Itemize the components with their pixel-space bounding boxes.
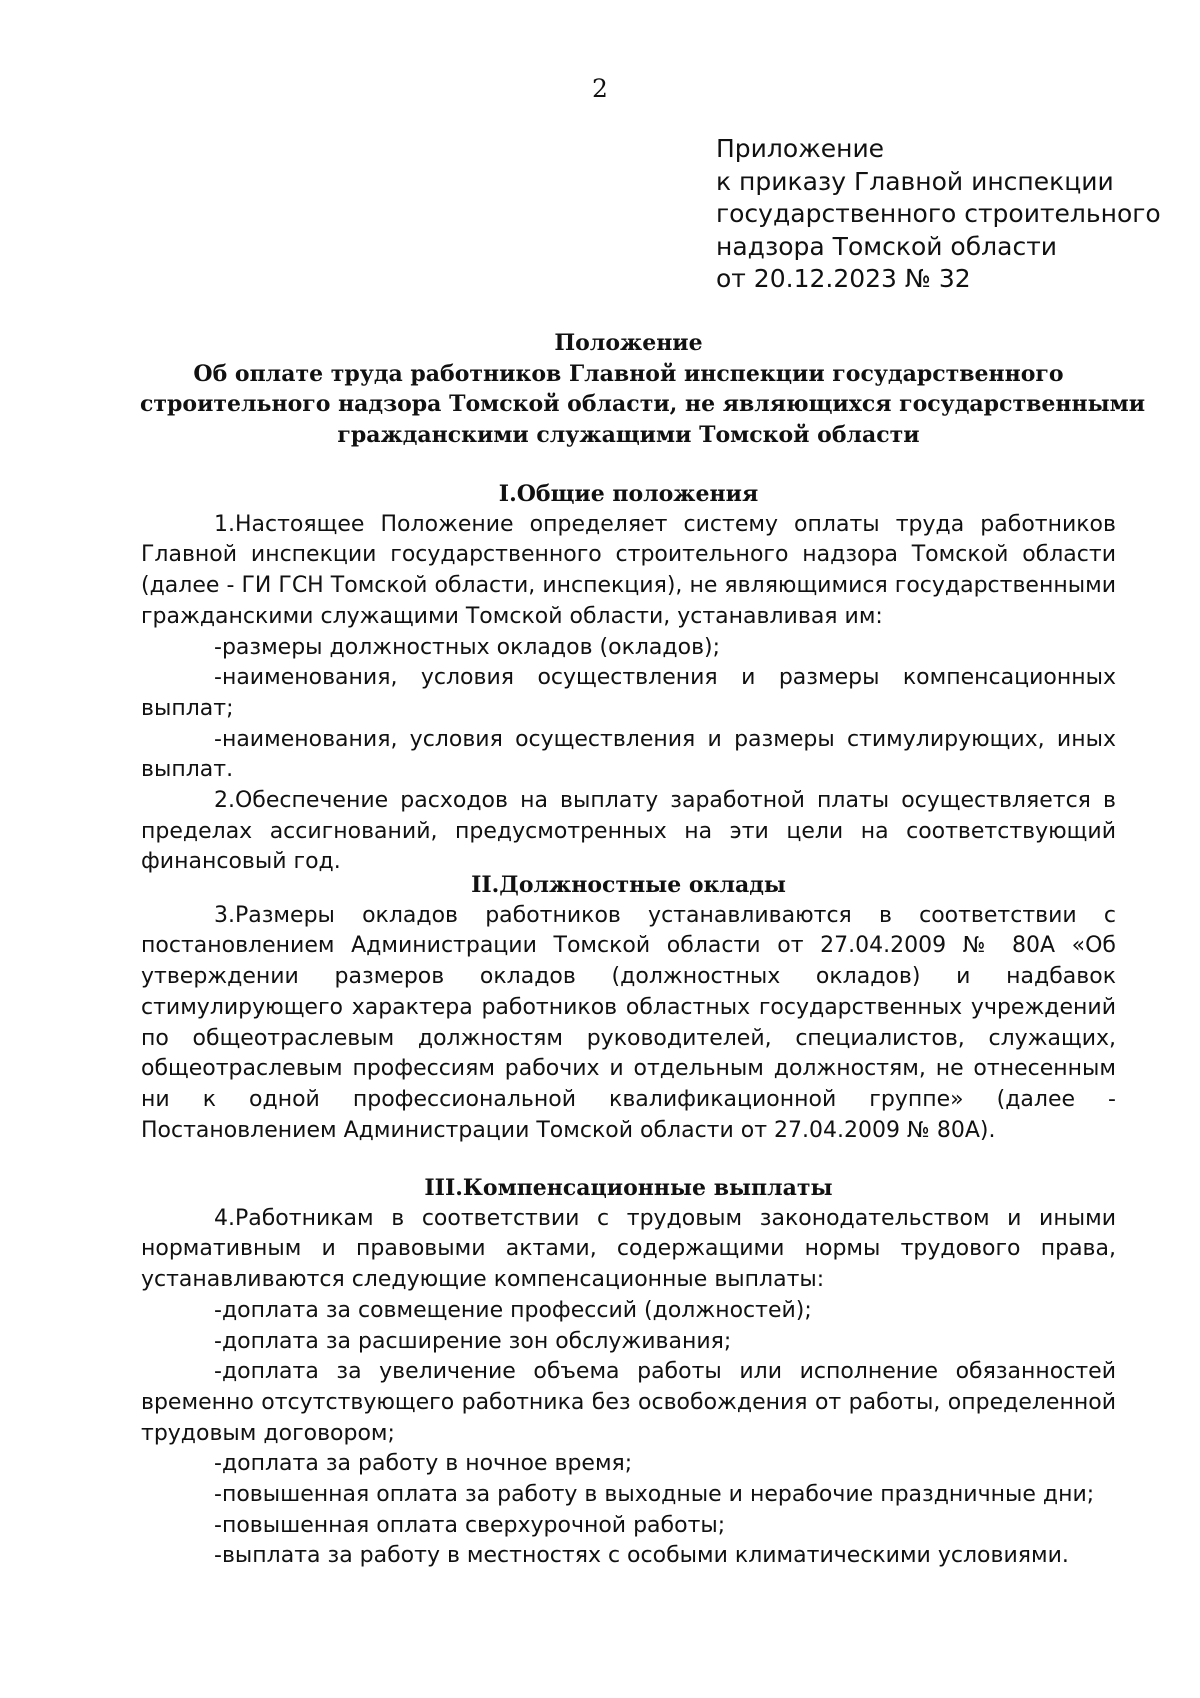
document-title (140, 328, 1146, 450)
section-heading: I.Общие положения (498, 481, 759, 507)
title-line: Об оплате труда работников Главной инспекции государственного (193, 360, 1064, 387)
list-item: -доплата за совмещение профессий (должностей); (214, 1297, 812, 1323)
annex-line: к приказу Главной инспекции (716, 166, 1114, 196)
section-salaries (141, 870, 1116, 1146)
annex-block (716, 133, 1161, 296)
list-item: -наименования, условия осуществления и размеры компенсационных выплат; (141, 665, 1116, 721)
annex-line: Приложение (716, 134, 885, 163)
list-item: -повышенная оплата за работу в выходные и нерабочие праздничные дни; (214, 1482, 1095, 1508)
annex-line: государственного строительного (716, 199, 1161, 228)
section-heading: III.Компенсационные выплаты (424, 1175, 833, 1201)
title-line: Положение (554, 330, 703, 356)
paragraph-2: 2.Обеспечение расходов на выплату заработной платы осуществляется в пределах ассигнований, предусмотренных на эти цели на соответствующий финансовый год. (141, 788, 1116, 875)
list-item: -наименования, условия осуществления и размеры стимулирующих, иных выплат. (141, 726, 1116, 783)
section-general (141, 479, 1116, 878)
list-item: -доплата за работу в ночное время; (214, 1451, 633, 1477)
section-heading: II.Должностные оклады (471, 872, 786, 898)
annex-line: от 20.12.2023 № 32 (716, 264, 971, 293)
list-item: -выплата за работу в местностях с особыми климатическими условиями. (214, 1543, 1069, 1569)
paragraph-1: 1.Настоящее Положение определяет систему оплаты труда работников Главной инспекции государственного строительного надзора Томской области (далее - ГИ ГСН Томской области, инспекция), не являющимися государственными гражданскими служащими Томской области, устанавливая им: (141, 511, 1116, 629)
page-number: 2 (592, 74, 608, 103)
title-line: строительного надзора Томской области, не являющихся государственными (140, 391, 1146, 417)
annex-line: надзора Томской области (716, 231, 1058, 261)
list-item: -доплата за увеличение объема работы или исполнение обязанностей временно отсутствующего работника без освобождения от работы, определенной трудовым договором; (141, 1359, 1116, 1446)
list-item: -доплата за расширение зон обслуживания; (214, 1328, 732, 1354)
title-line: гражданскими служащими Томской области (337, 421, 920, 448)
list-item: -размеры должностных окладов (окладов); (214, 634, 721, 660)
paragraph-3: 3.Размеры окладов работников устанавливаются в соответствии с постановлением Администрации Томской области от 27.04.2009 № 80А «Об утверждении размеров окладов (должностных окладов) и надбавок стимулирующего характера работников областных государственных учреждений по общеотраслевым должностям руководителей, специалистов, служащих, общеотраслевым профессиям рабочих и отдельным должностям, не отнесенным ни к одной профессиональной квалификационной группе» (далее - Постановлением Администрации Томской области от 27.04.2009 № 80А). (141, 902, 1116, 1143)
section-compensation (141, 1173, 1116, 1572)
paragraph-4: 4.Работникам в соответствии с трудовым законодательством и иными нормативным и правовыми актами, содержащими нормы трудового права, устанавливаются следующие компенсационные выплаты: (141, 1205, 1116, 1293)
list-item: -повышенная оплата сверхурочной работы; (214, 1512, 726, 1538)
